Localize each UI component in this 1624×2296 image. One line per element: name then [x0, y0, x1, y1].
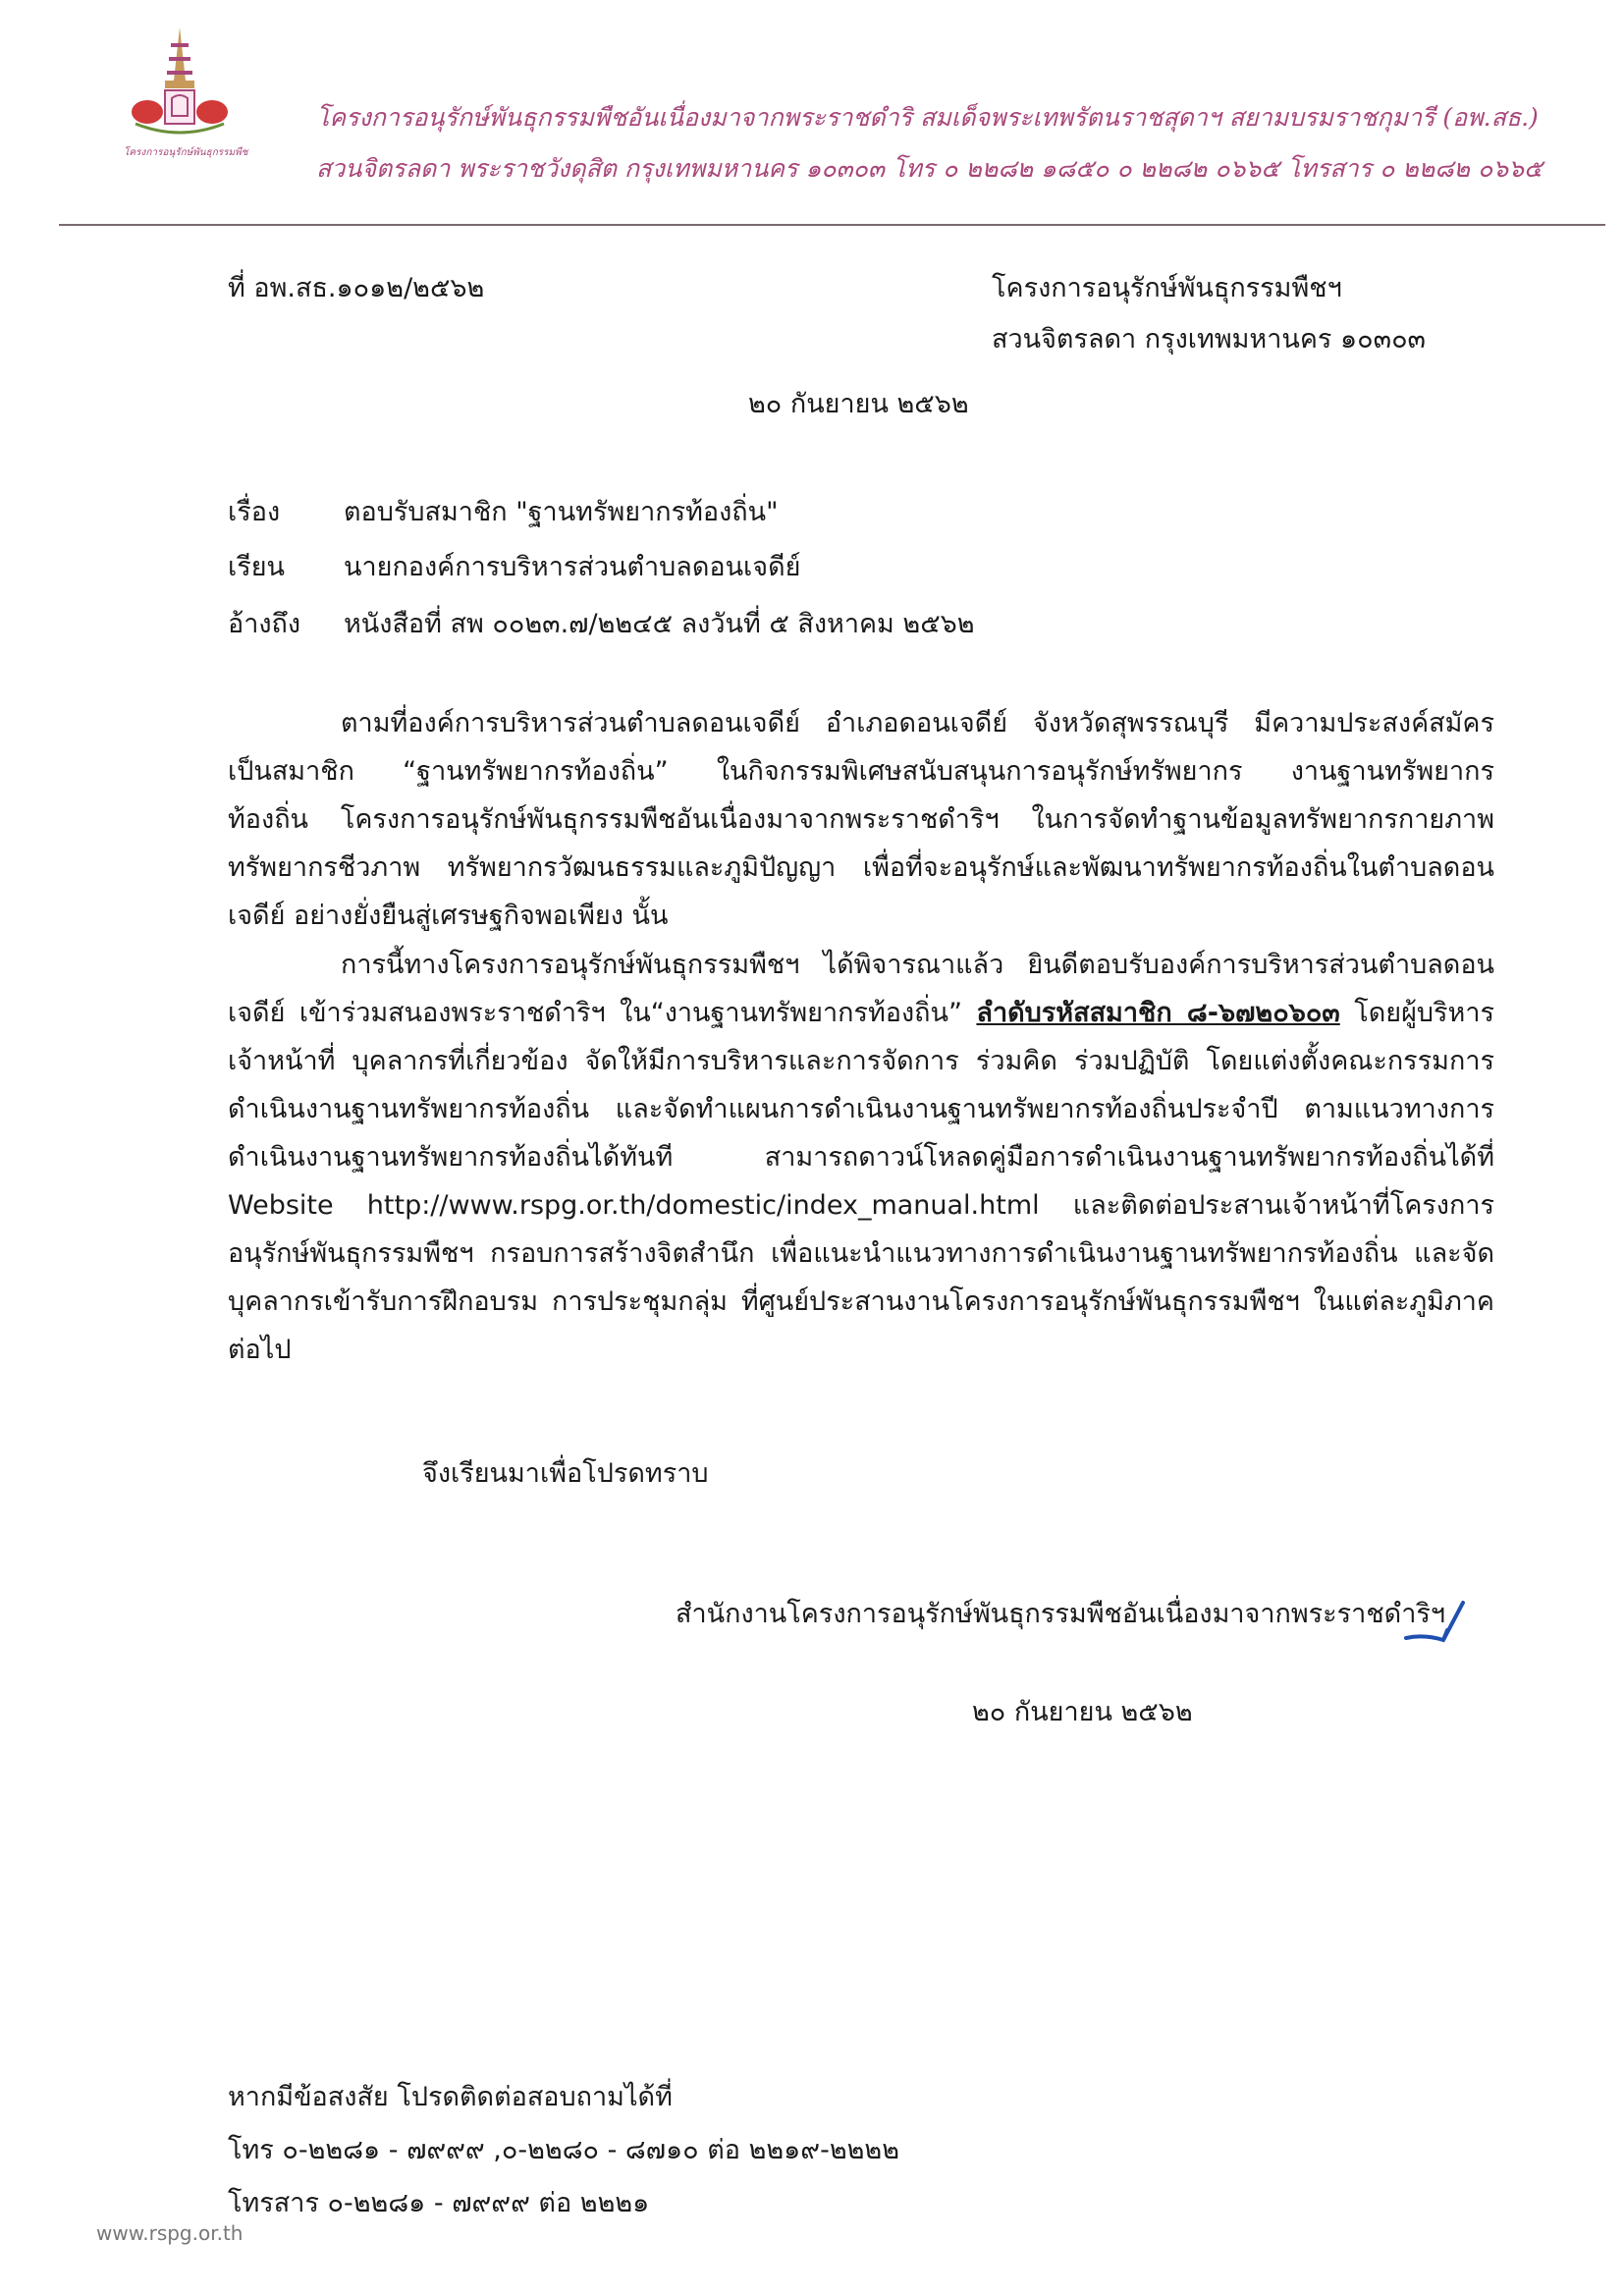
sender-line-2: สวนจิตรลดา กรุงเทพมหานคร ๑๐๓๐๓ — [992, 324, 1427, 355]
paragraph-2-line: อนุรักษ์พันธุกรรมพืชฯ กรอบการสร้างจิตสำนึก เพื่อแนะนำแนวทางการดำเนินงานฐานทรัพยากรท้องถิ่น และจัด — [228, 1238, 1494, 1269]
sender-line-1: โครงการอนุรักษ์พันธุกรรมพืชฯ — [992, 273, 1342, 303]
letterhead-divider — [59, 224, 1605, 226]
paragraph-2-line: ดำเนินงานฐานทรัพยากรท้องถิ่น และจัดทำแผนการดำเนินงานฐานทรัพยากรท้องถิ่นประจำปี ตามแนวทางการ — [228, 1094, 1494, 1124]
letterhead-line-2: สวนจิตรลดา พระราชวังดุสิต กรุงเทพมหานคร ๑๐๓๐๓ โทร ๐ ๒๒๘๒ ๑๘๕๐ ๐ ๒๒๘๒ ๐๖๖๕ โทรสาร ๐ ๒๒๘๒ ๐๖๖๕ — [316, 154, 1543, 183]
signature-date: ๒๐ กันยายน ๒๕๖๒ — [972, 1697, 1193, 1727]
logo-caption: โครงการอนุรักษ์พันธุกรรมพืช — [124, 147, 248, 158]
citation-label: อ้างถึง — [228, 609, 301, 639]
contact-phone: โทร ๐-๒๒๘๑ - ๗๙๙๙ ,๐-๒๒๘๐ - ๘๗๑๐ ต่อ ๒๒๑๙-๒๒๒๒ — [228, 2135, 900, 2165]
paragraph-2-text: โดยผู้บริหาร — [1354, 998, 1494, 1028]
paragraph-2-line: เจ้าหน้าที่ บุคลากรที่เกี่ยวข้อง จัดให้มีการบริหารและการจัดการ ร่วมคิด ร่วมปฏิบัติ โดยแต่งตั้งคณะกรรมการ — [228, 1046, 1494, 1076]
reference-number: ที่ อพ.สธ.๑๐๑๒/๒๕๖๒ — [228, 273, 485, 303]
letterhead-line-1: โครงการอนุรักษ์พันธุกรรมพืชอันเนื่องมาจากพระราชดำริ สมเด็จพระเทพรัตนราชสุดาฯ สยามบรมราชกุมารี (อพ.สธ.) — [316, 103, 1539, 132]
recipient-label: เรียน — [228, 552, 286, 582]
paragraph-2-text: เจดีย์ เข้าร่วมสนองพระราชดำริฯ ใน“งานฐานทรัพยากรท้องถิ่น” — [228, 998, 962, 1028]
paragraph-1-line: ท้องถิ่น โครงการอนุรักษ์พันธุกรรมพืชอันเนื่องมาจากพระราชดำริฯ ในการจัดทำฐานข้อมูลทรัพยากรกายภาพ — [228, 804, 1494, 835]
body-paragraph-2 — [228, 941, 1494, 1374]
citation-text: หนังสือที่ สพ ๐๐๒๓.๗/๒๒๔๕ ลงวันที่ ๕ สิงหาคม ๒๕๖๒ — [344, 609, 975, 639]
paragraph-2-line: ต่อไป — [228, 1335, 292, 1365]
signer-name: สำนักงานโครงการอนุรักษ์พันธุกรรมพืชอันเนื่องมาจากพระราชดำริฯ — [676, 1599, 1446, 1629]
paragraph-2-line: บุคลากรเข้ารับการฝึกอบรม การประชุมกลุ่ม ที่ศูนย์ประสานงานโครงการอนุรักษ์พันธุกรรมพืชฯ ในแต่ละภูมิภาค — [228, 1286, 1494, 1317]
paragraph-2-line: การนี้ทางโครงการอนุรักษ์พันธุกรรมพืชฯ ได้พิจารณาแล้ว ยินดีตอบรับองค์การบริหารส่วนตำบลดอน — [341, 950, 1494, 980]
subject-text: ตอบรับสมาชิก "ฐานทรัพยากรท้องถิ่น" — [344, 497, 779, 527]
signature-mark — [1404, 1591, 1483, 1650]
member-code: ลำดับรหัสสมาชิก ๘-๖๗๒๐๖๐๓ — [976, 998, 1340, 1028]
paragraph-2-line: ดำเนินงานฐานทรัพยากรท้องถิ่นได้ทันที สามารถดาวน์โหลดคู่มือการดำเนินงานฐานทรัพยากรท้องถิ่นได้ที่ — [228, 1142, 1494, 1173]
signature-icon — [1404, 1591, 1483, 1650]
body-paragraph-1 — [228, 699, 1494, 940]
paragraph-1-line: ตามที่องค์การบริหารส่วนตำบลดอนเจดีย์ อำเภอดอนเจดีย์ จังหวัดสุพรรณบุรี มีความประสงค์สมัคร — [341, 708, 1494, 738]
contact-fax: โทรสาร ๐-๒๒๘๑ - ๗๙๙๙ ต่อ ๒๒๒๑ — [228, 2188, 650, 2218]
contact-heading: หากมีข้อสงสัย โปรดติดต่อสอบถามได้ที่ — [228, 2082, 673, 2112]
paragraph-2-line — [228, 989, 1494, 1037]
paragraph-1-line: เป็นสมาชิก “ฐานทรัพยากรท้องถิ่น” ในกิจกรรมพิเศษสนับสนุนการอนุรักษ์ทรัพยากร งานฐานทรัพยากร — [228, 756, 1494, 787]
recipient-text: นายกองค์การบริหารส่วนตำบลดอนเจดีย์ — [344, 552, 801, 582]
subject-label: เรื่อง — [228, 497, 281, 527]
paragraph-2-line: Website http://www.rspg.or.th/domestic/index_manual.html และติดต่อประสานเจ้าหน้าที่โครงการ — [228, 1190, 1494, 1221]
closing-line: จึงเรียนมาเพื่อโปรดทราบ — [422, 1458, 709, 1489]
paragraph-1-line: ทรัพยากรชีวภาพ ทรัพยากรวัฒนธรรมและภูมิปัญญา เพื่อที่จะอนุรักษ์และพัฒนาทรัพยากรท้องถิ่นในตำบลดอน — [228, 852, 1494, 883]
paragraph-1-line: เจดีย์ อย่างยั่งยืนสู่เศรษฐกิจพอเพียง นั้น — [228, 901, 669, 931]
letter-date: ๒๐ กันยายน ๒๕๖๒ — [748, 389, 969, 419]
footer-url[interactable]: www.rspg.or.th — [96, 2221, 244, 2245]
